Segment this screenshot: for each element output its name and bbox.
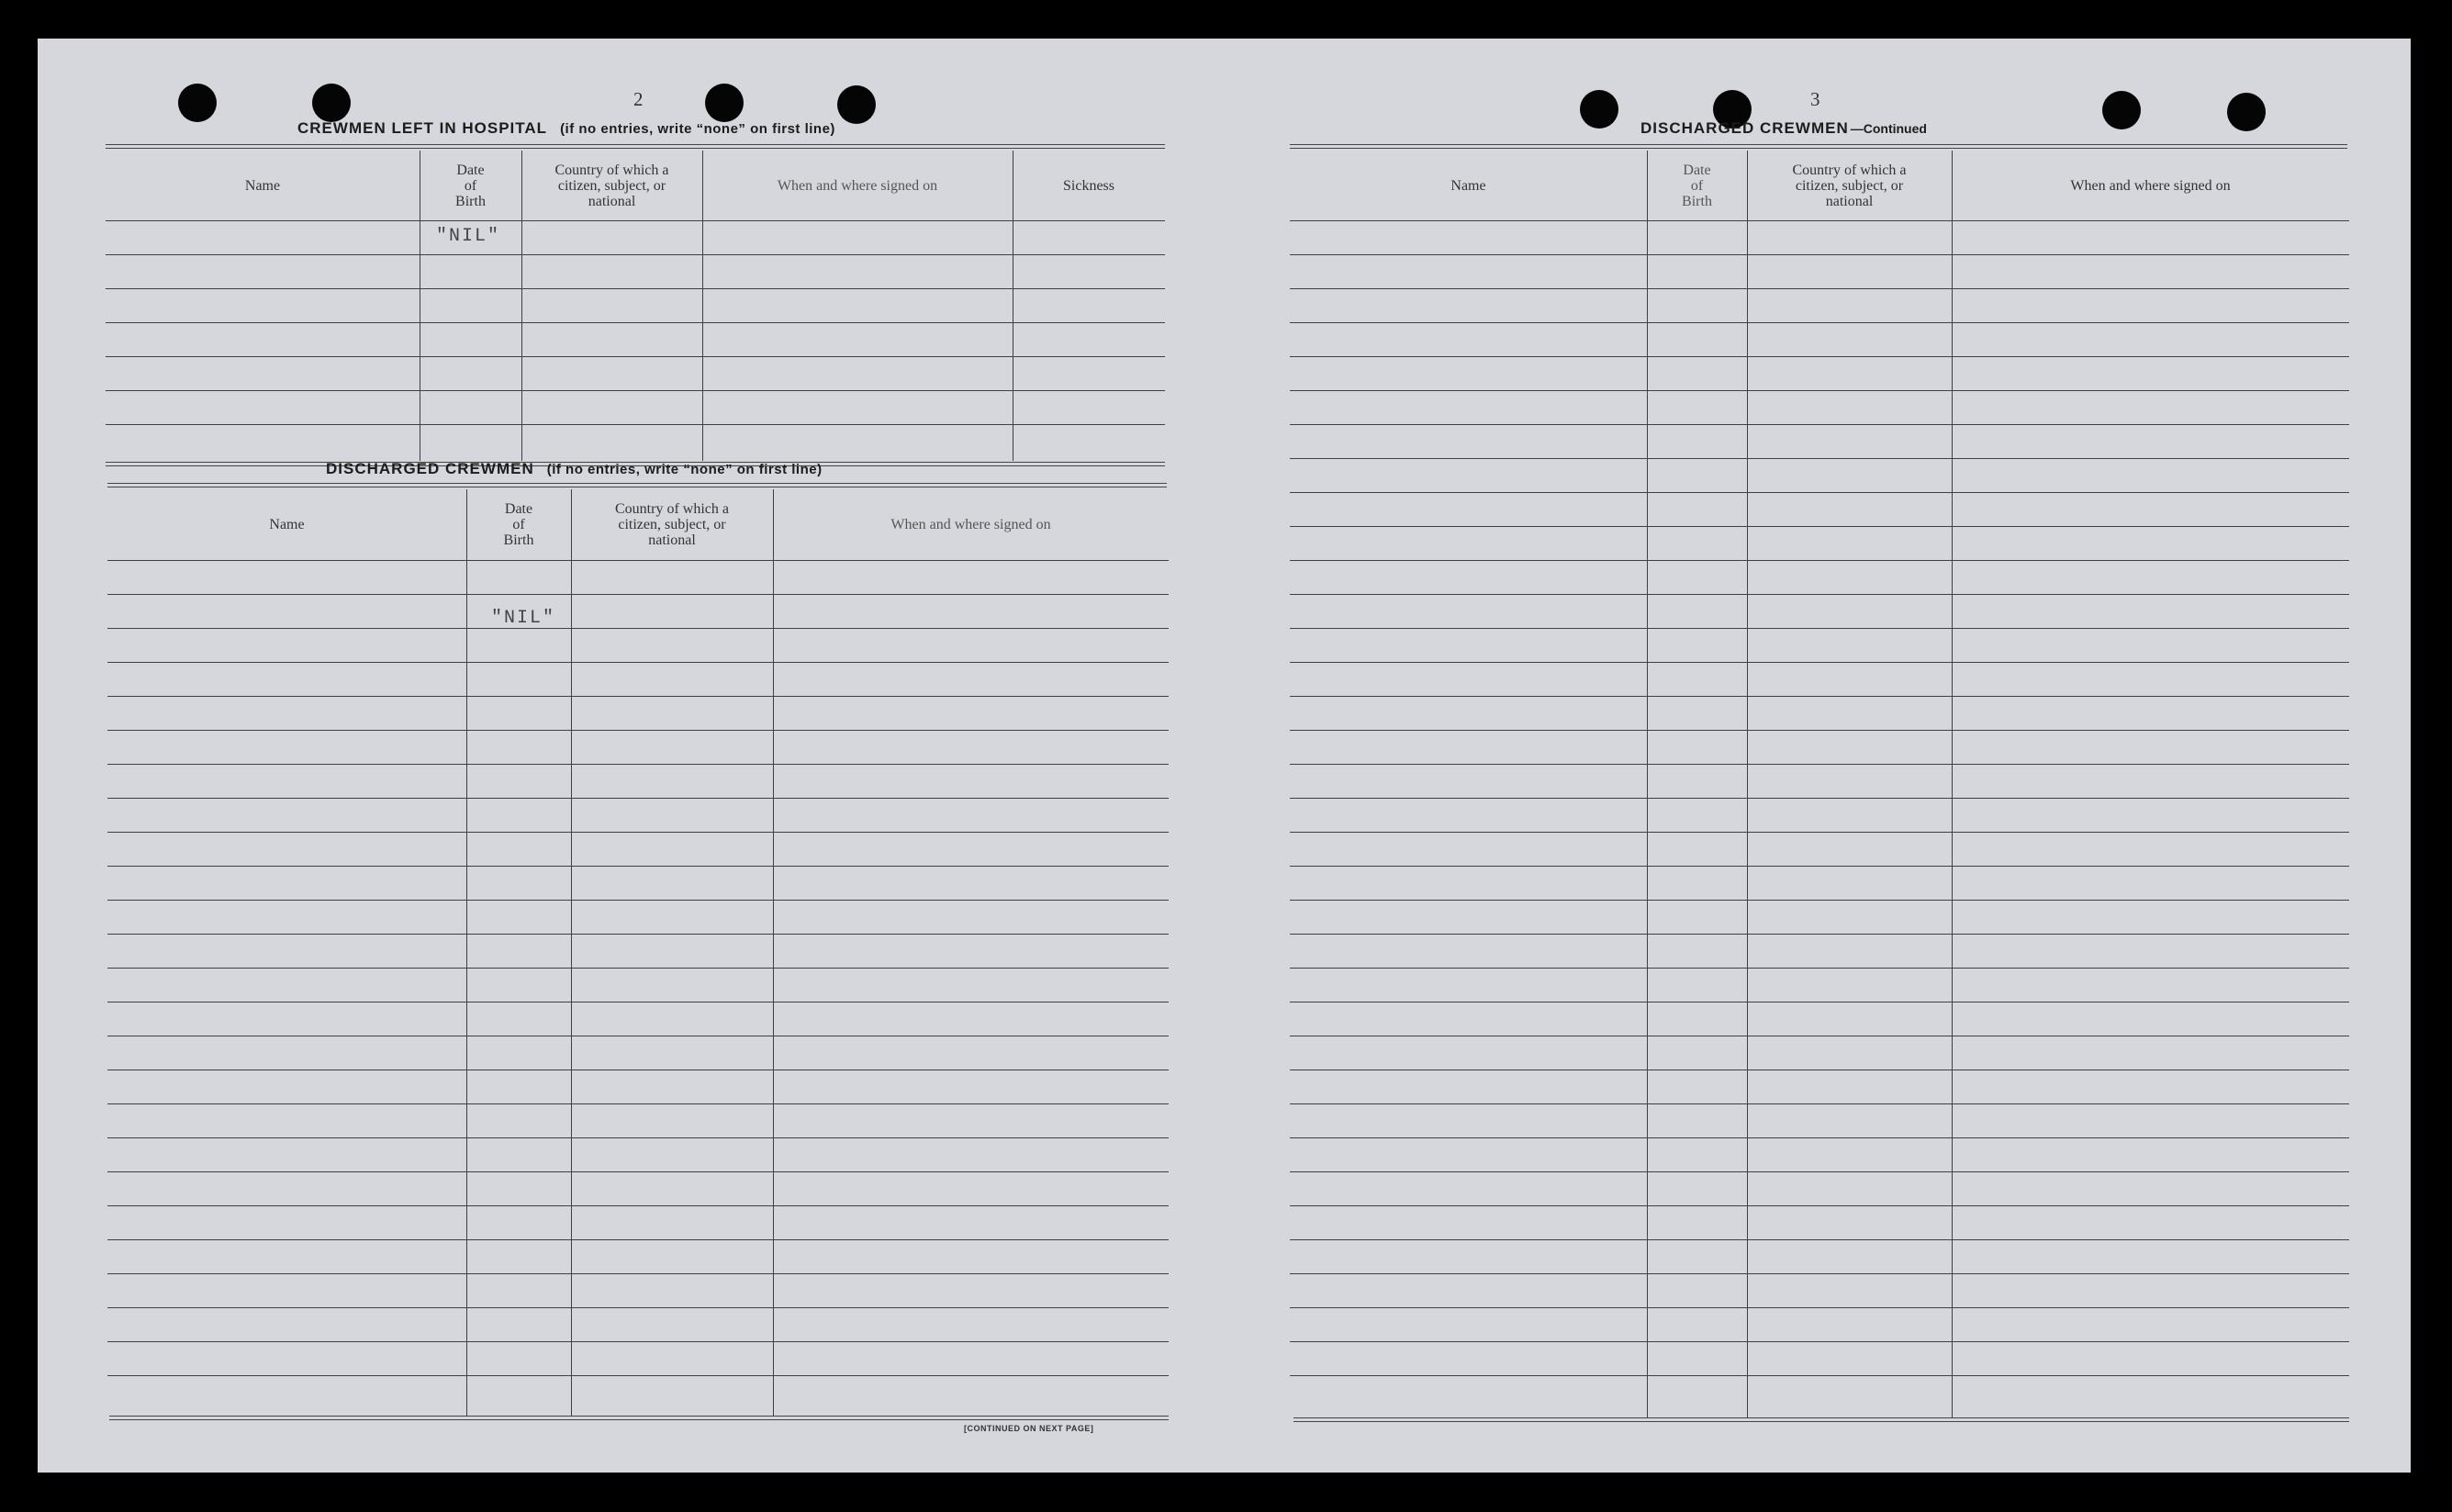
col-header-when-where-signed: When and where signed on [2070, 177, 2231, 194]
continued-suffix: —Continued [1850, 121, 1927, 136]
punch-hole [2227, 93, 2266, 131]
punch-hole [837, 85, 876, 124]
hospital-table-title [297, 119, 835, 138]
hospital-table [106, 151, 1165, 472]
nil-entry: "NIL" [436, 226, 501, 247]
punch-hole [1580, 90, 1618, 129]
col-header-country: Country of which a citizen, subject, or national [615, 501, 729, 548]
col-header-country: Country of which a citizen, subject, or national [554, 162, 669, 209]
right-table-bottom-rule [1293, 1417, 2349, 1422]
punch-hole [178, 84, 217, 122]
page-number: 2 [633, 88, 644, 110]
discharged-table [107, 489, 1169, 1421]
hospital-table-top-rule [106, 144, 1165, 149]
col-header-name: Name [244, 177, 281, 194]
hospital-subtitle: (if no entries, write “none” on first line) [560, 121, 835, 137]
continued-note: [CONTINUED ON NEXT PAGE] [964, 1424, 1094, 1433]
document-page [38, 39, 2411, 1473]
col-header-country: Country of which a citizen, subject, or national [1792, 162, 1907, 209]
nil-entry: "NIL" [491, 608, 556, 629]
col-header-when-where-signed: When and where signed on [777, 177, 938, 194]
discharged-table-bottom-rule [109, 1416, 1169, 1420]
punch-hole [705, 84, 744, 122]
col-header-date-of-birth: Date of Birth [1682, 162, 1712, 209]
col-header-date-of-birth: Date of Birth [503, 501, 534, 548]
discharged-title-text: DISCHARGED CREWMEN [326, 460, 534, 477]
discharged-table-top-rule [107, 483, 1167, 487]
discharged-subtitle: (if no entries, write “none” on first line) [546, 462, 823, 477]
col-header-when-where-signed: When and where signed on [890, 517, 1051, 532]
col-header-sickness: Sickness [1063, 177, 1114, 194]
hospital-title-text: CREWMEN LEFT IN HOSPITAL [297, 119, 548, 137]
right-table-top-rule [1290, 144, 2347, 149]
discharged-continued-title-text: DISCHARGED CREWMEN [1640, 119, 1849, 137]
page-number: 3 [1810, 88, 1820, 110]
col-header-date-of-birth: Date of Birth [455, 162, 486, 209]
discharged-continued-title [1640, 119, 1927, 138]
col-header-name: Name [1450, 177, 1486, 194]
discharged-continued-table [1290, 151, 2349, 1422]
punch-hole [312, 84, 351, 122]
col-header-name: Name [269, 517, 305, 532]
punch-hole [2102, 91, 2141, 129]
discharged-table-title [326, 460, 823, 478]
